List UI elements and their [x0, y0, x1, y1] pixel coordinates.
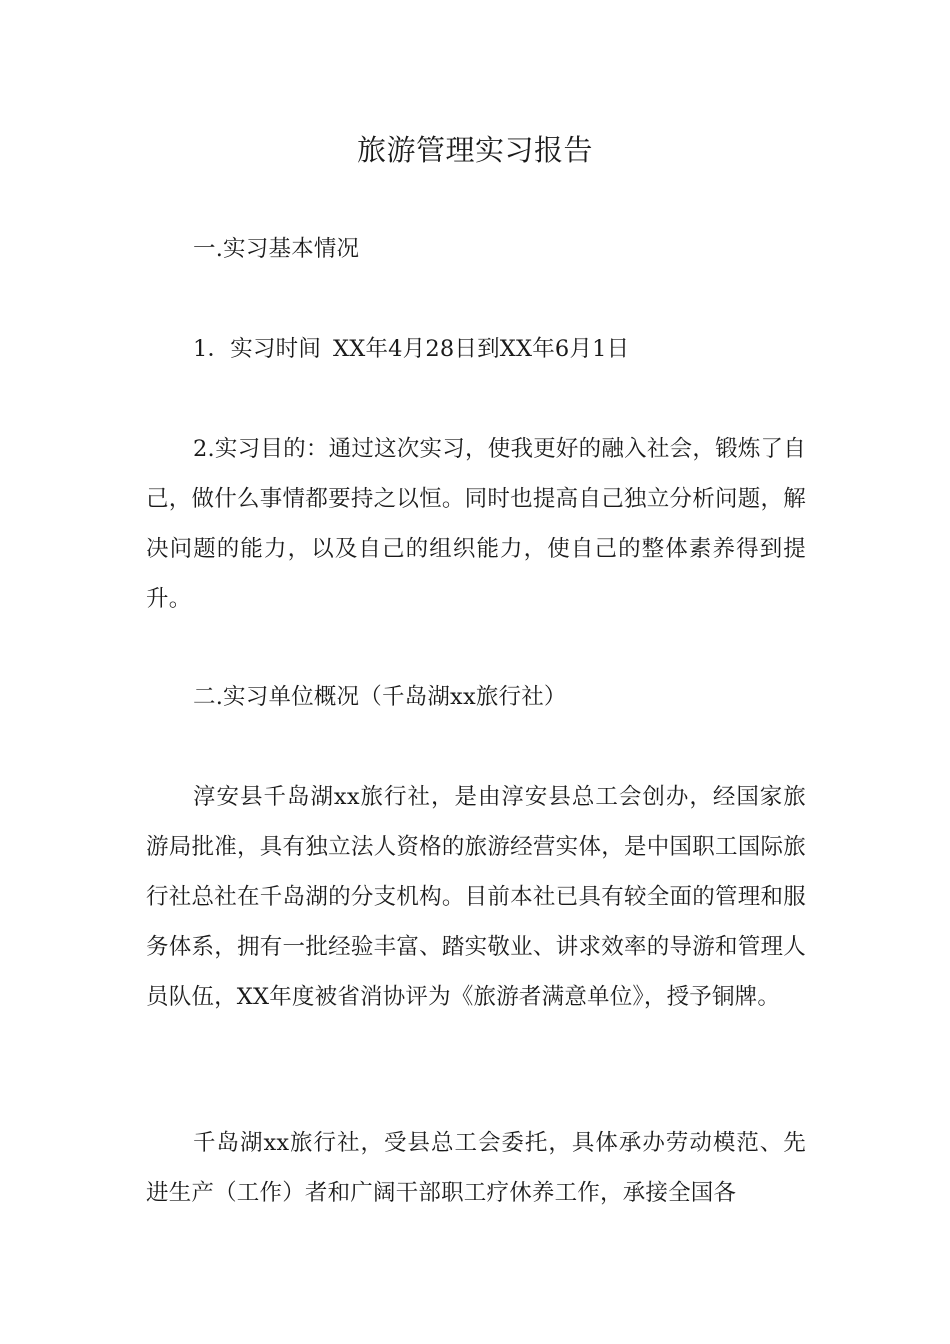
document-title: 旅游管理实习报告: [356, 133, 593, 167]
internship-purpose-paragraph: 2.实习目的：通过这次实习，使我更好的融入社会，锻炼了自己，做什么事情都要持之以恒。同时也提高自己独立分析问题，解决问题的能力，以及自己的组织能力，使自己的整体素养得到提升。: [146, 436, 806, 612]
internship-period-value: XX年4月28日到XX年6月1日: [333, 336, 630, 362]
internship-period: [146, 324, 806, 374]
section-heading-basic-info: 一.实习基本情况: [193, 236, 360, 262]
section-heading-company-overview: 二.实习单位概况（千岛湖xx旅行社）: [193, 684, 567, 710]
internship-period-label: 1．实习时间: [193, 336, 322, 362]
company-overview-paragraph: 淳安县千岛湖xx旅行社，是由淳安县总工会创办，经国家旅游局批准，具有独立法人资格的旅游经营实体，是中国职工国际旅行社总社在千岛湖的分支机构。目前本社已具有较全面的管理和服务体系，拥有一批经验丰富、踏实敬业、讲求效率的导游和管理人员队伍，XX年度被省消协评为《旅游者满意单位》，授予铜牌。: [146, 784, 806, 1010]
company-services-paragraph: 千岛湖xx旅行社，受县总工会委托，具体承办劳动模范、先进生产（工作）者和广阔干部职工疗休养工作，承接全国各: [146, 1130, 806, 1206]
